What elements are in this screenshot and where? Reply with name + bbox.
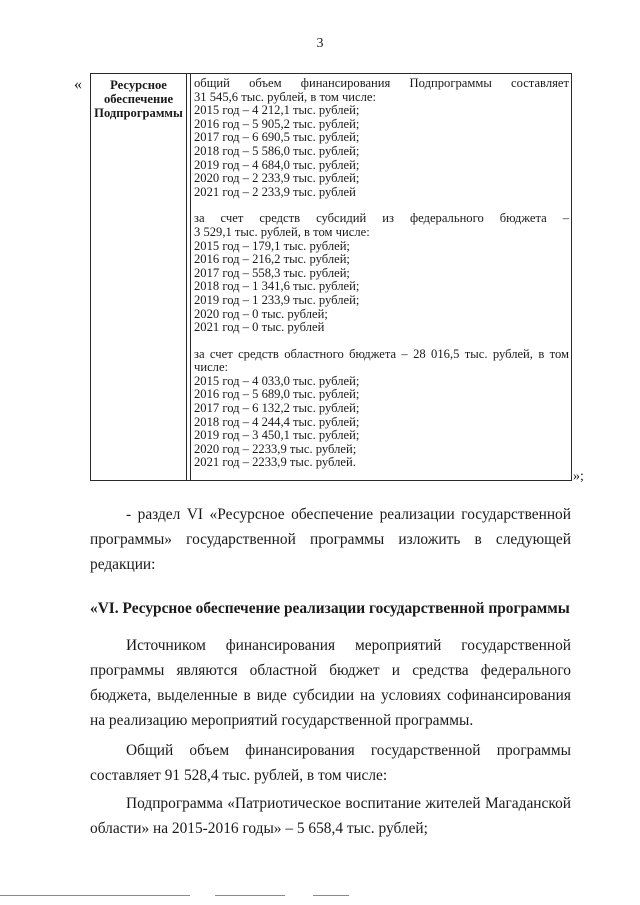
closing-quote: »; bbox=[573, 469, 584, 484]
regional-intro-line1: за счет средств областного бюджета – 28 016,5 тыс. рублей, в том bbox=[194, 346, 569, 361]
footer-rule bbox=[313, 895, 349, 896]
amendment-line3: редакции: bbox=[90, 556, 156, 573]
funding-sources-paragraph bbox=[90, 633, 571, 733]
total-intro-line1: общий объем финансирования Подпрограммы составляет bbox=[194, 76, 569, 90]
federal-year-2018: 2018 год – 1 341,6 тыс. рублей; bbox=[194, 279, 360, 294]
opening-quote: « bbox=[74, 76, 82, 93]
federal-year-2021: 2021 год – 0 тыс. рублей bbox=[194, 320, 325, 335]
regional-financing-block bbox=[194, 348, 569, 470]
regional-year-2019: 2019 год – 3 450,1 тыс. рублей; bbox=[194, 428, 360, 443]
amendment-line2: программы» государственной программы изложить в следующей bbox=[90, 531, 571, 548]
total-year-2015: 2015 год – 4 212,1 тыс. рублей; bbox=[194, 103, 360, 118]
total-year-2017: 2017 год – 6 690,5 тыс. рублей; bbox=[194, 130, 360, 145]
subprogram-paragraph bbox=[90, 791, 571, 841]
table-content-cell bbox=[190, 74, 571, 480]
total-year-2021: 2021 год – 2 233,9 тыс. рублей bbox=[194, 184, 356, 199]
federal-year-2019: 2019 год – 1 233,9 тыс. рублей; bbox=[194, 292, 360, 307]
amendment-line1: - раздел VI «Ресурсное обеспечение реализации государственной bbox=[126, 506, 571, 523]
section-amendment-paragraph bbox=[90, 502, 571, 577]
section-heading: «VI. Ресурсное обеспечение реализации государственной программы bbox=[90, 600, 570, 617]
federal-year-2016: 2016 год – 216,2 тыс. рублей; bbox=[194, 252, 350, 267]
sources-line3: бюджета, выделенные в виде субсидии на условиях софинансирования bbox=[90, 687, 571, 704]
footer-rule bbox=[215, 895, 285, 896]
sources-line2: программы являются областной бюджет и средства федерального bbox=[90, 662, 571, 679]
regional-year-2018: 2018 год – 4 244,4 тыс. рублей; bbox=[194, 414, 360, 429]
total-financing-block bbox=[194, 77, 569, 199]
sources-line1: Источником финансирования мероприятий государственной bbox=[126, 637, 571, 654]
total-year-2019: 2019 год – 4 684,0 тыс. рублей; bbox=[194, 157, 360, 172]
federal-year-2017: 2017 год – 558,3 тыс. рублей; bbox=[194, 265, 350, 280]
total-year-2018: 2018 год – 5 586,0 тыс. рублей; bbox=[194, 143, 360, 158]
federal-year-2015: 2015 год – 179,1 тыс. рублей; bbox=[194, 238, 350, 253]
sources-line4: на реализацию мероприятий государственной программы. bbox=[90, 712, 474, 729]
federal-year-2020: 2020 год – 0 тыс. рублей; bbox=[194, 306, 328, 321]
table-label-cell: Ресурсное обеспечение Подпрограммы bbox=[91, 74, 187, 480]
resource-table bbox=[90, 73, 572, 481]
volume-line1: Общий объем финансирования государственной программы bbox=[126, 742, 571, 759]
regional-year-2015: 2015 год – 4 033,0 тыс. рублей; bbox=[194, 373, 360, 388]
regional-year-2016: 2016 год – 5 689,0 тыс. рублей; bbox=[194, 387, 360, 402]
volume-line2: составляет 91 528,4 тыс. рублей, в том числе: bbox=[90, 767, 388, 784]
federal-financing-block bbox=[194, 212, 569, 334]
page-number: 3 bbox=[316, 36, 324, 51]
federal-intro-line1: за счет средств субсидий из федерального бюджета – bbox=[194, 211, 569, 226]
regional-year-2021: 2021 год – 2233,9 тыс. рублей. bbox=[194, 455, 356, 470]
subprogram-line2: области» на 2015-2016 годы» – 5 658,4 тыс. рублей; bbox=[90, 820, 428, 837]
footer-rule bbox=[0, 895, 190, 896]
federal-intro-line2: 3 529,1 тыс. рублей, в том числе: bbox=[194, 224, 370, 239]
regional-year-2020: 2020 год – 2233,9 тыс. рублей; bbox=[194, 441, 357, 456]
total-intro-line2: 31 545,6 тыс. рублей, в том числе: bbox=[194, 89, 376, 104]
regional-year-2017: 2017 год – 6 132,2 тыс. рублей; bbox=[194, 401, 360, 416]
total-year-2020: 2020 год – 2 233,9 тыс. рублей; bbox=[194, 171, 360, 186]
subprogram-line1: Подпрограмма «Патриотическое воспитание жителей Магаданской bbox=[126, 795, 571, 812]
regional-intro-line2: числе: bbox=[194, 360, 229, 375]
total-volume-paragraph bbox=[90, 738, 571, 788]
total-year-2016: 2016 год – 5 905,2 тыс. рублей; bbox=[194, 116, 360, 131]
